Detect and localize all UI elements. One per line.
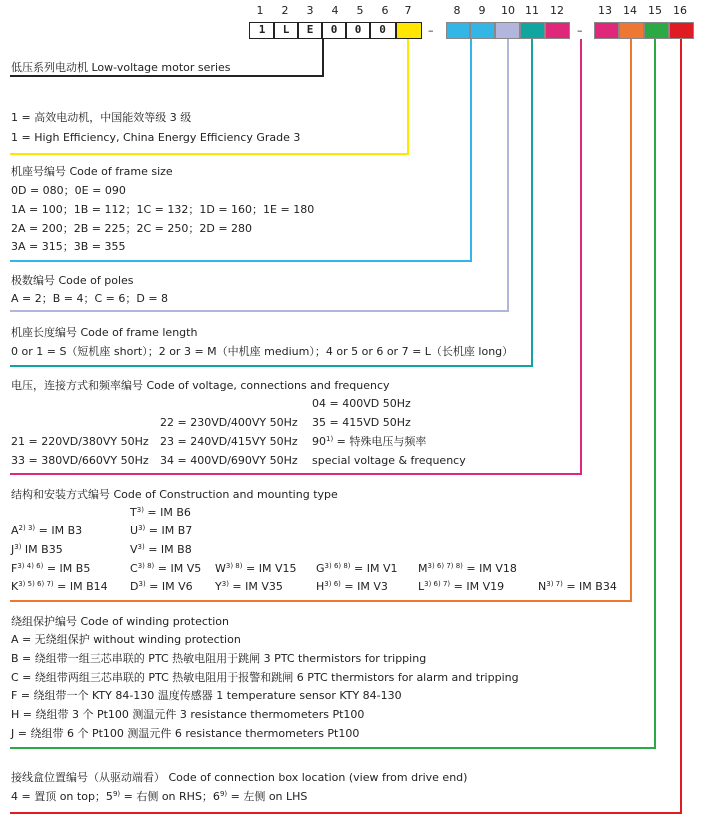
footnote-mark: 3) bbox=[136, 506, 144, 514]
connector-line-series bbox=[10, 75, 324, 77]
footnote-mark: 3) bbox=[221, 580, 229, 588]
connection-box-text: = 左侧 on LHS bbox=[227, 790, 308, 803]
poles-line: A = 2；B = 4；C = 6；D = 8 bbox=[11, 292, 169, 305]
footnote-mark: 3) 6) 7) 8) bbox=[427, 562, 463, 570]
code-letter: W bbox=[215, 562, 226, 575]
mounting-type: = IM V15 bbox=[242, 562, 297, 575]
voltage-entry: 21 = 220VD/380VY 50Hz bbox=[11, 435, 149, 448]
connector-line-voltage bbox=[10, 473, 582, 475]
connection-box-text: 4 = 置顶 on top；5 bbox=[11, 790, 113, 803]
position-number: 7 bbox=[404, 4, 412, 17]
voltage-entry: 23 = 240VD/415VY 50Hz bbox=[160, 435, 298, 448]
construction-item bbox=[11, 562, 90, 576]
mounting-type: = IM B5 bbox=[43, 562, 91, 575]
code-letter: U bbox=[130, 524, 139, 537]
mounting-type: = IM B6 bbox=[143, 506, 191, 519]
code-box-fixed: E bbox=[297, 22, 323, 39]
position-number: 14 bbox=[623, 4, 637, 17]
winding-line: J = 绕组带 6 个 Pt100 测温元件 6 resistance thermometers Pt100 bbox=[11, 727, 360, 740]
construction-item bbox=[130, 524, 192, 538]
code-box-fixed: 0 bbox=[321, 22, 347, 39]
separator-dash: – bbox=[428, 24, 434, 37]
code-letter: Y bbox=[215, 580, 222, 593]
connector-line-frame-size bbox=[470, 39, 472, 262]
code-box-fixed: 0 bbox=[345, 22, 371, 39]
winding-line: C = 绕组带两组三芯串联的 PTC 热敏电阻用于报警和跳闸 6 PTC thermistors for alarm and tripping bbox=[11, 671, 519, 684]
construction-item bbox=[215, 580, 283, 594]
frame-size-line: 3A = 315；3B = 355 bbox=[11, 240, 126, 253]
connection-box-title: 接线盒位置编号（从驱动端看） Code of connection box location (view from drive end) bbox=[11, 771, 468, 784]
footnote-mark: 3) 6) 8) bbox=[324, 562, 351, 570]
code-box-9 bbox=[470, 22, 495, 39]
code-letter: H bbox=[316, 580, 325, 593]
footnote-mark: 3) bbox=[138, 524, 146, 532]
mounting-type: = IM B3 bbox=[35, 524, 83, 537]
connector-line-poles bbox=[507, 39, 509, 312]
position-number: 11 bbox=[525, 4, 539, 17]
code-box-14 bbox=[619, 22, 644, 39]
frame-size-line: 1A = 100；1B = 112；1C = 132；1D = 160；1E = 180 bbox=[11, 203, 315, 216]
position-number: 1 bbox=[256, 4, 264, 17]
footnote-mark: 9) bbox=[219, 790, 228, 798]
code-box-fixed: 1 bbox=[249, 22, 275, 39]
connector-line-frame-size bbox=[10, 260, 472, 262]
construction-item bbox=[130, 562, 201, 576]
construction-title: 结构和安装方式编号 Code of Construction and mounting type bbox=[11, 488, 338, 501]
position-number: 3 bbox=[306, 4, 314, 17]
voltage-special-cn: = 特殊电压与频率 bbox=[333, 435, 427, 448]
connector-line-frame-length bbox=[10, 365, 533, 367]
voltage-entry: 04 = 400VD 50Hz bbox=[312, 397, 411, 410]
footnote-mark: 3) 8) bbox=[225, 562, 243, 570]
footnote-mark: 3) 4) 6) bbox=[17, 562, 44, 570]
code-letter: F bbox=[11, 562, 18, 575]
construction-item bbox=[130, 506, 191, 520]
mounting-type: = IM B34 bbox=[562, 580, 617, 593]
position-number: 15 bbox=[648, 4, 662, 17]
code-letter: L bbox=[418, 580, 425, 593]
poles-title: 极数编号 Code of poles bbox=[11, 274, 134, 287]
code-box-11 bbox=[520, 22, 545, 39]
footnote-mark: 3) 6) bbox=[324, 580, 341, 588]
construction-item bbox=[130, 543, 192, 557]
code-letter: V bbox=[130, 543, 138, 556]
construction-item bbox=[418, 580, 504, 594]
mounting-type: = IM B14 bbox=[53, 580, 108, 593]
code-box-7 bbox=[396, 22, 422, 39]
mounting-type: = IM V6 bbox=[145, 580, 193, 593]
position-number: 5 bbox=[356, 4, 364, 17]
efficiency-cn: 1 = 高效电动机，中国能效等级 3 级 bbox=[11, 111, 192, 124]
connector-line-efficiency bbox=[407, 39, 409, 155]
frame-length-line: 0 or 1 = S（短机座 short）；2 or 3 = M（中机座 medium）；4 or 5 or 6 or 7 = L（长机座 long） bbox=[11, 345, 514, 358]
construction-item bbox=[11, 580, 108, 594]
footnote-mark: 3) 6) 7) bbox=[424, 580, 451, 588]
voltage-entry: 33 = 380VD/660VY 50Hz bbox=[11, 454, 149, 467]
mounting-type: = IM V35 bbox=[228, 580, 283, 593]
code-letter: A bbox=[11, 524, 19, 537]
voltage-entry: special voltage & frequency bbox=[312, 454, 466, 467]
efficiency-en: 1 = High Efficiency, China Energy Efficiency Grade 3 bbox=[11, 131, 301, 144]
connection-box-text: = 右侧 on RHS；6 bbox=[120, 790, 220, 803]
construction-item bbox=[130, 580, 193, 594]
connector-line-voltage bbox=[580, 39, 582, 475]
construction-item bbox=[538, 580, 617, 594]
mounting-type: = IM V18 bbox=[462, 562, 517, 575]
code-letter: K bbox=[11, 580, 19, 593]
code-letter: T bbox=[130, 506, 137, 519]
position-number: 6 bbox=[381, 4, 389, 17]
mounting-type: IM B35 bbox=[21, 543, 63, 556]
position-number: 8 bbox=[453, 4, 461, 17]
frame-size-line: 0D = 080；0E = 090 bbox=[11, 184, 126, 197]
code-box-10 bbox=[495, 22, 520, 39]
code-letter: J bbox=[11, 543, 15, 556]
frame-length-title: 机座长度编号 Code of frame length bbox=[11, 326, 198, 339]
code-box-8 bbox=[446, 22, 470, 39]
footnote-mark: 3) bbox=[14, 543, 22, 551]
footnote-mark: 3) bbox=[137, 543, 145, 551]
connector-line-winding bbox=[654, 39, 656, 749]
mounting-type: = IM V3 bbox=[340, 580, 388, 593]
mounting-type: = IM B7 bbox=[145, 524, 193, 537]
voltage-entry: 22 = 230VD/400VY 50Hz bbox=[160, 416, 298, 429]
footnote-mark: 2) 3) bbox=[18, 524, 36, 532]
construction-item bbox=[316, 562, 398, 576]
code-letter: C bbox=[130, 562, 138, 575]
code-box-fixed: 0 bbox=[369, 22, 396, 39]
separator-dash: – bbox=[577, 24, 583, 37]
connector-line-connection-box bbox=[10, 812, 682, 814]
winding-line: B = 绕组带一组三芯串联的 PTC 热敏电阻用于跳闸 3 PTC thermistors for tripping bbox=[11, 652, 427, 665]
code-box-12 bbox=[545, 22, 570, 39]
code-letter: M bbox=[418, 562, 428, 575]
construction-item bbox=[316, 580, 388, 594]
connection-box-line bbox=[11, 790, 307, 804]
winding-line: F = 绕组带一个 KTY 84-130 温度传感器 1 temperature sensor KTY 84-130 bbox=[11, 689, 402, 702]
construction-item bbox=[11, 543, 63, 557]
footnote-mark: 3) bbox=[138, 580, 146, 588]
position-number: 12 bbox=[550, 4, 564, 17]
winding-line: H = 绕组带 3 个 Pt100 测温元件 3 resistance thermometers Pt100 bbox=[11, 708, 365, 721]
connector-line-connection-box bbox=[680, 39, 682, 814]
position-number: 4 bbox=[331, 4, 339, 17]
code-letter: G bbox=[316, 562, 325, 575]
connector-line-poles bbox=[10, 310, 509, 312]
footnote-mark: 3) 7) bbox=[546, 580, 563, 588]
connector-line-winding bbox=[10, 747, 656, 749]
footnote-mark: 9) bbox=[112, 790, 121, 798]
mounting-type: = IM B8 bbox=[144, 543, 192, 556]
voltage-title: 电压，连接方式和频率编号 Code of voltage, connections and frequency bbox=[11, 379, 390, 392]
code-box-13 bbox=[594, 22, 619, 39]
series-label: 低压系列电动机 Low-voltage motor series bbox=[11, 61, 231, 74]
code-box-fixed: L bbox=[273, 22, 299, 39]
mounting-type: = IM V19 bbox=[450, 580, 505, 593]
voltage-entry-special bbox=[312, 435, 426, 449]
position-number: 16 bbox=[673, 4, 687, 17]
position-number: 9 bbox=[478, 4, 486, 17]
code-box-16 bbox=[669, 22, 694, 39]
mounting-type: = IM V5 bbox=[154, 562, 202, 575]
voltage-code-90: 90 bbox=[312, 435, 326, 448]
connector-line-construction bbox=[630, 39, 632, 602]
footnote-mark: 3) 8) bbox=[137, 562, 155, 570]
connector-line-series bbox=[322, 39, 324, 77]
code-letter: D bbox=[130, 580, 139, 593]
winding-title: 绕组保护编号 Code of winding protection bbox=[11, 615, 229, 628]
voltage-entry: 35 = 415VD 50Hz bbox=[312, 416, 411, 429]
position-number: 10 bbox=[501, 4, 515, 17]
connector-line-efficiency bbox=[10, 153, 409, 155]
frame-size-line: 2A = 200；2B = 225；2C = 250；2D = 280 bbox=[11, 222, 253, 235]
construction-item bbox=[418, 562, 517, 576]
construction-item bbox=[11, 524, 82, 538]
position-number: 2 bbox=[281, 4, 289, 17]
connector-line-construction bbox=[10, 600, 632, 602]
winding-line: A = 无绕组保护 without winding protection bbox=[11, 633, 241, 646]
frame-size-title: 机座号编号 Code of frame size bbox=[11, 165, 173, 178]
footnote-mark: 3) 5) 6) 7) bbox=[18, 580, 54, 588]
construction-item bbox=[215, 562, 296, 576]
footnote-mark: 1) bbox=[326, 435, 334, 443]
code-letter: N bbox=[538, 580, 547, 593]
connector-line-frame-length bbox=[531, 39, 533, 367]
code-box-15 bbox=[644, 22, 669, 39]
voltage-entry: 34 = 400VD/690VY 50Hz bbox=[160, 454, 298, 467]
mounting-type: = IM V1 bbox=[350, 562, 398, 575]
position-number: 13 bbox=[598, 4, 612, 17]
